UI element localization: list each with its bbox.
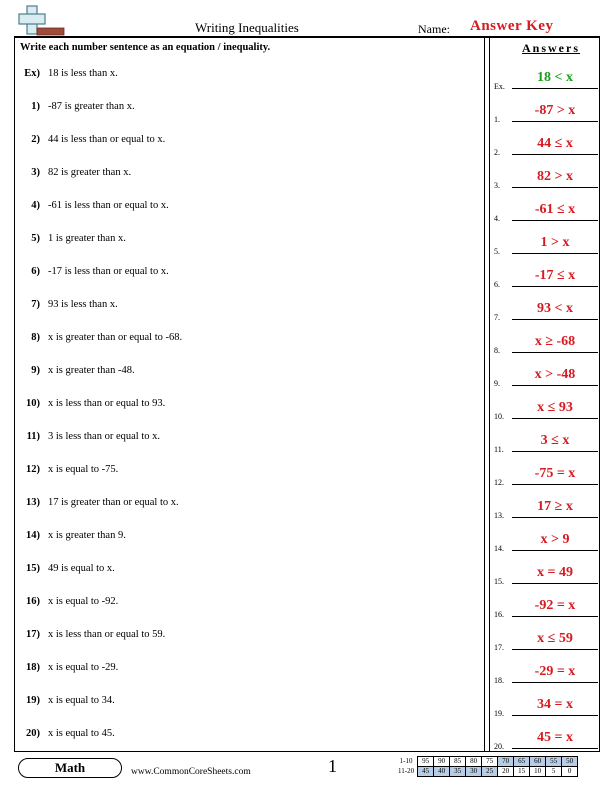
answer-value: -17 ≤ x	[534, 268, 576, 283]
score-cell: 80	[466, 757, 482, 767]
example-answer-value: 18 < x	[537, 70, 573, 85]
answers-heading: Answers	[522, 41, 580, 55]
question-text: x is equal to 34.	[48, 695, 115, 706]
question-text: -87 is greater than x.	[48, 101, 135, 112]
answer-number: 18.	[494, 676, 504, 685]
question-text: 18 is less than x.	[48, 68, 118, 79]
question-text: x is equal to -29.	[48, 662, 119, 673]
answer-number: 4.	[494, 214, 500, 223]
answer-value: x ≥ -68	[534, 334, 576, 349]
question-text: 49 is equal to x.	[48, 563, 115, 574]
question-number: 14)	[26, 530, 40, 541]
answer-number: Ex.	[494, 82, 505, 91]
answer-value: 82 > x	[537, 169, 573, 184]
question-text: x is less than or equal to 59.	[48, 629, 166, 640]
answer-value: -92 = x	[534, 598, 576, 613]
answer-number: 20.	[494, 742, 504, 751]
score-cell: 60	[530, 757, 546, 767]
question-number: 18)	[26, 662, 40, 673]
question-text: -17 is less than or equal to x.	[48, 266, 169, 277]
question-number: 19)	[26, 695, 40, 706]
score-cell: 55	[546, 757, 562, 767]
score-row-label: 11-20	[398, 767, 415, 775]
score-cell: 10	[530, 767, 546, 777]
question-number: 11)	[26, 431, 40, 442]
score-cell: 75	[482, 757, 498, 767]
answer-value: -75 = x	[534, 466, 576, 481]
answer-value: 45 = x	[537, 730, 573, 745]
question-number: 12)	[26, 464, 40, 475]
answer-value: 34 = x	[537, 697, 573, 712]
question-number: 5)	[31, 233, 40, 244]
instructions: Write each number sentence as an equation / inequality.	[20, 42, 271, 53]
question-text: 3 is less than or equal to x.	[48, 431, 160, 442]
score-cell: 40	[434, 767, 450, 777]
answer-value: x ≤ 93	[537, 400, 573, 415]
question-text: x is greater than or equal to -68.	[48, 332, 183, 343]
answer-number: 5.	[494, 247, 500, 256]
score-cell: 30	[466, 767, 482, 777]
question-text: 93 is less than x.	[48, 299, 118, 310]
question-number: 16)	[26, 596, 40, 607]
question-text: 82 is greater than x.	[48, 167, 132, 178]
answer-number: 13.	[494, 511, 504, 520]
answer-number: 6.	[494, 280, 500, 289]
score-cell: 15	[514, 767, 530, 777]
subject-badge: Math	[18, 758, 122, 778]
question-text: 1 is greater than x.	[48, 233, 126, 244]
page-number: 1	[328, 756, 337, 776]
score-row	[396, 757, 578, 767]
column-divider	[484, 37, 490, 752]
answer-number: 1.	[494, 115, 500, 124]
answer-value: 1 > x	[540, 235, 570, 250]
question-number: 4)	[31, 200, 40, 211]
answer-number: 9.	[494, 379, 500, 388]
answer-number: 3.	[494, 181, 500, 190]
answer-number: 8.	[494, 346, 500, 355]
answer-value: 44 ≤ x	[537, 136, 573, 151]
score-cell: 65	[514, 757, 530, 767]
question-number: Ex)	[24, 68, 40, 79]
answer-number: 15.	[494, 577, 504, 586]
question-text: 17 is greater than or equal to x.	[48, 497, 179, 508]
question-text: -61 is less than or equal to x.	[48, 200, 169, 211]
answer-value: -87 > x	[534, 103, 576, 118]
answer-number: 14.	[494, 544, 504, 553]
question-number: 1)	[31, 101, 40, 112]
score-cell: 5	[546, 767, 562, 777]
score-cell: 20	[498, 767, 514, 777]
answer-value: x > 9	[540, 532, 570, 547]
answer-number: 12.	[494, 478, 504, 487]
answer-key-label: Answer Key	[470, 18, 554, 34]
answer-value: 93 < x	[537, 301, 573, 316]
question-text: x is equal to 45.	[48, 728, 115, 739]
score-cell: 90	[434, 757, 450, 767]
answer-value: 17 ≥ x	[537, 499, 573, 514]
plus-logo-icon	[17, 4, 65, 36]
score-cell: 50	[562, 757, 578, 767]
answer-value: x > -48	[534, 367, 576, 382]
answer-number: 17.	[494, 643, 504, 652]
score-cell: 25	[482, 767, 498, 777]
score-cell: 85	[450, 757, 466, 767]
score-cell: 45	[418, 767, 434, 777]
answer-number: 2.	[494, 148, 500, 157]
question-number: 17)	[26, 629, 40, 640]
question-text: x is less than or equal to 93.	[48, 398, 166, 409]
answer-number: 19.	[494, 709, 504, 718]
score-cell: 70	[498, 757, 514, 767]
answer-number: 16.	[494, 610, 504, 619]
question-text: x is greater than 9.	[48, 530, 126, 541]
question-number: 6)	[31, 266, 40, 277]
question-number: 15)	[26, 563, 40, 574]
worksheet-title: Writing Inequalities	[195, 20, 299, 35]
answer-value: -29 = x	[534, 664, 576, 679]
score-cell: 95	[418, 757, 434, 767]
answer-number: 7.	[494, 313, 500, 322]
answer-value: -61 ≤ x	[534, 202, 576, 217]
question-text: 44 is less than or equal to x.	[48, 134, 166, 145]
question-number: 20)	[26, 728, 40, 739]
score-cell: 35	[450, 767, 466, 777]
question-text: x is greater than -48.	[48, 365, 135, 376]
site-url: www.CommonCoreSheets.com	[131, 767, 251, 777]
question-number: 2)	[31, 134, 40, 145]
name-label: Name:	[418, 22, 450, 36]
question-text: x is equal to -92.	[48, 596, 119, 607]
question-number: 9)	[31, 365, 40, 376]
score-cell: 0	[562, 767, 578, 777]
answer-value: x = 49	[537, 565, 573, 580]
question-text: x is equal to -75.	[48, 464, 119, 475]
score-row	[396, 767, 578, 777]
answer-number: 11.	[494, 445, 504, 454]
question-number: 3)	[31, 167, 40, 178]
answer-number: 10.	[494, 412, 504, 421]
score-row-label: 1-10	[399, 757, 413, 765]
question-number: 13)	[26, 497, 40, 508]
question-number: 7)	[31, 299, 40, 310]
question-number: 8)	[31, 332, 40, 343]
answer-value: 3 ≤ x	[540, 433, 570, 448]
answer-value: x ≤ 59	[537, 631, 573, 646]
score-table	[396, 756, 578, 777]
question-number: 10)	[26, 398, 40, 409]
